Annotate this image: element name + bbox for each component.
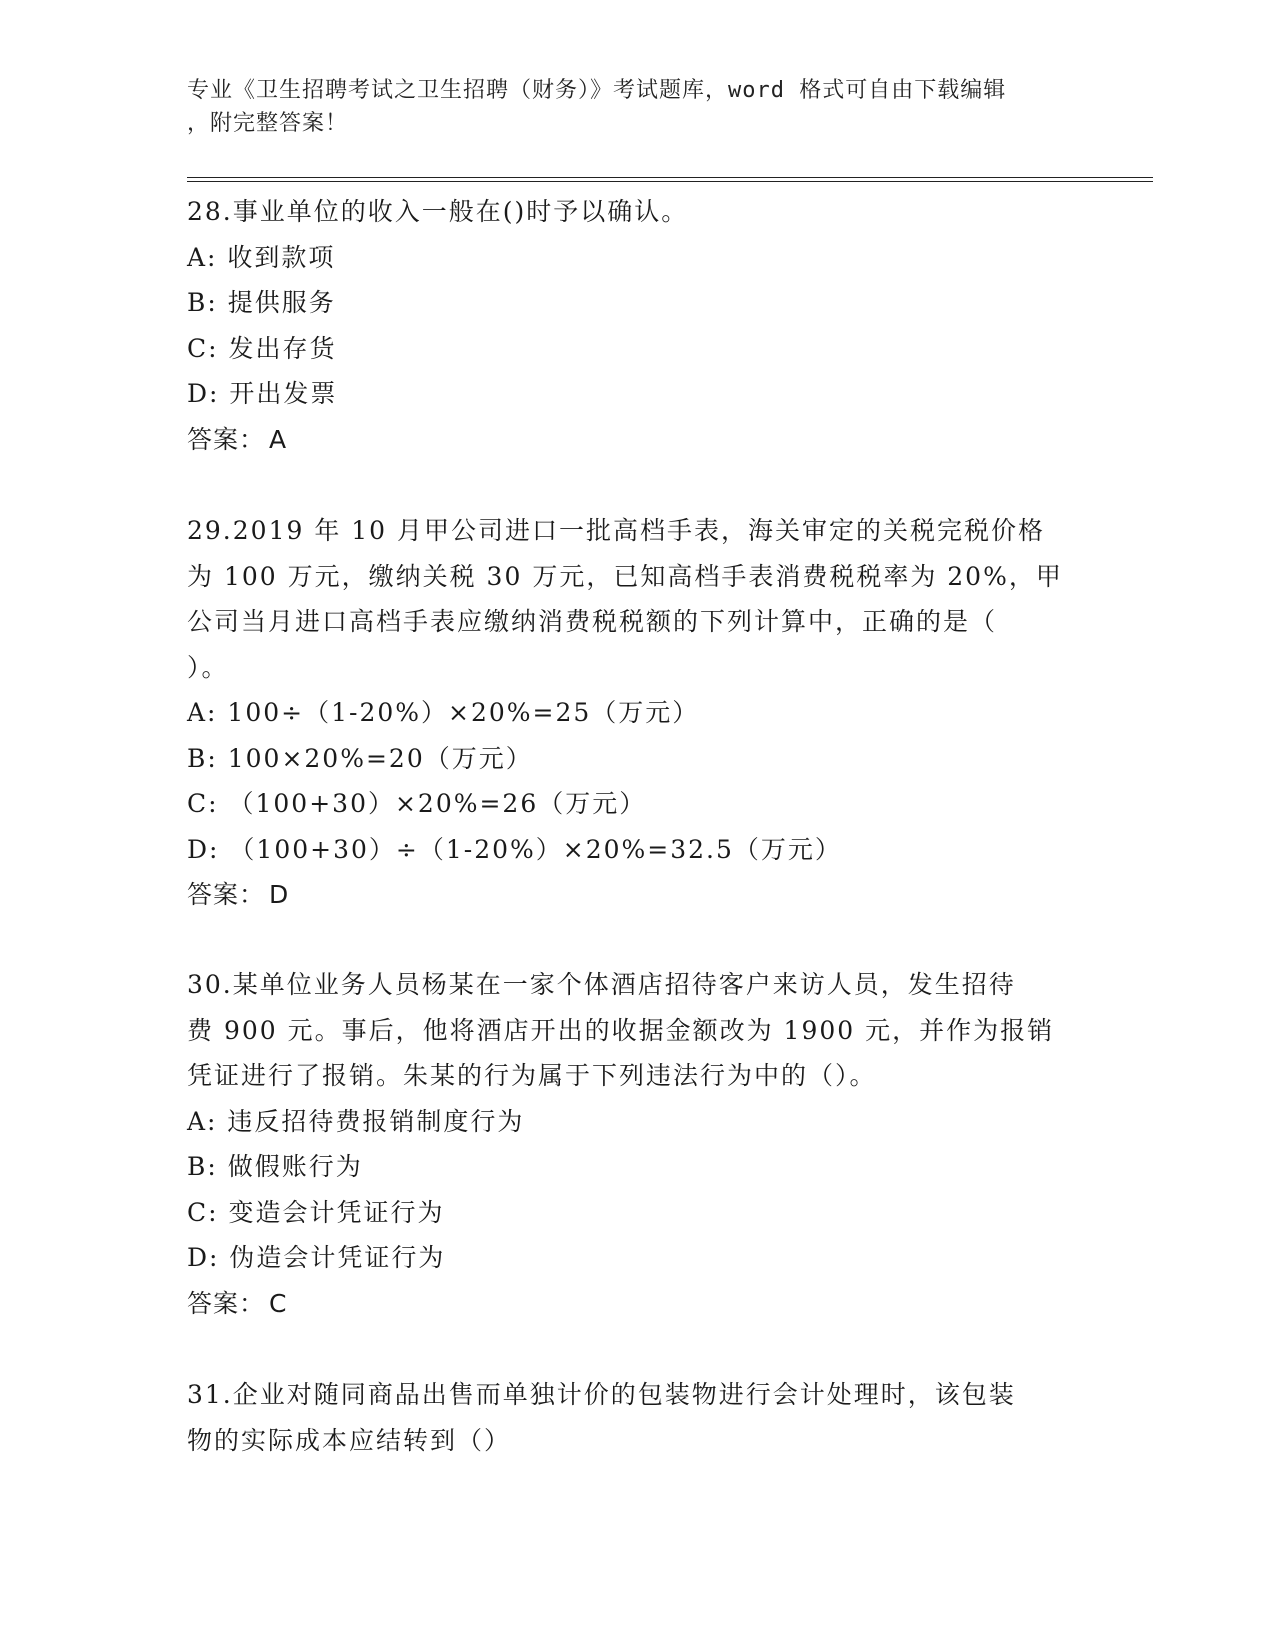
answer-label: 答案： bbox=[187, 1288, 266, 1318]
question-stem: 凭证进行了报销。朱某的行为属于下列违法行为中的（）。 bbox=[187, 1061, 877, 1090]
option-a: A: 违反招待费报销制度行为 bbox=[187, 1106, 525, 1136]
option-b: B: 100×20%=20（万元） bbox=[187, 743, 533, 773]
answer-value: A bbox=[269, 424, 288, 454]
question-stem: 30.某单位业务人员杨某在一家个体酒店招待客户来访人员，发生招待 bbox=[187, 970, 1016, 999]
option-d: D: 伪造会计凭证行为 bbox=[187, 1243, 446, 1272]
question-stem: ）。 bbox=[187, 652, 229, 682]
question-block bbox=[187, 962, 1067, 1326]
answer-label: 答案： bbox=[187, 424, 266, 454]
question-stem: 物的实际成本应结转到（） bbox=[187, 1425, 512, 1455]
answer-value: D bbox=[269, 880, 290, 909]
header-line: 专业《卫生招聘考试之卫生招聘（财务）》考试题库，word 格式可自由下载编辑 bbox=[187, 78, 1007, 103]
answer-value: C bbox=[269, 1288, 288, 1318]
answer-label: 答案： bbox=[187, 880, 266, 909]
question-stem: 29.2019 年 10 月甲公司进口一批高档手表，海关审定的关税完税价格 bbox=[187, 516, 1046, 545]
option-a: A: 100÷（1-20%）×20%=25（万元） bbox=[187, 698, 700, 727]
option-b: B: 提供服务 bbox=[187, 288, 336, 317]
question-block bbox=[187, 508, 1067, 918]
question-stem: 公司当月进口高档手表应缴纳消费税税额的下列计算中，正确的是（ bbox=[187, 607, 998, 636]
answer-line bbox=[187, 417, 1067, 463]
option-d: D: （100+30）÷（1-20%）×20%=32.5（万元） bbox=[187, 834, 842, 864]
header-divider bbox=[187, 177, 1153, 178]
option-c: C: 发出存货 bbox=[187, 333, 337, 363]
question-stem: 31.企业对随同商品出售而单独计价的包装物进行会计处理时，该包装 bbox=[187, 1380, 1016, 1409]
option-c: C: 变造会计凭证行为 bbox=[187, 1197, 445, 1227]
question-stem: 为 100 万元，缴纳关税 30 万元，已知高档手表消费税税率为 20%，甲 bbox=[187, 561, 1063, 591]
question-stem: 费 900 元。事后，他将酒店开出的收据金额改为 1900 元，并作为报销 bbox=[187, 1015, 1055, 1045]
option-b: B: 做假账行为 bbox=[187, 1152, 363, 1181]
document-header bbox=[187, 74, 1067, 140]
question-stem: 28.事业单位的收入一般在()时予以确认。 bbox=[187, 197, 689, 226]
header-line: ，附完整答案！ bbox=[187, 111, 349, 136]
option-a: A: 收到款项 bbox=[187, 242, 336, 272]
question-block bbox=[187, 189, 1067, 462]
header-divider bbox=[187, 181, 1153, 182]
answer-line bbox=[187, 1281, 1067, 1327]
question-block bbox=[187, 1372, 1067, 1463]
option-c: C: （100+30）×20%=26（万元） bbox=[187, 789, 647, 818]
option-d: D: 开出发票 bbox=[187, 379, 338, 408]
answer-line bbox=[187, 872, 1067, 918]
